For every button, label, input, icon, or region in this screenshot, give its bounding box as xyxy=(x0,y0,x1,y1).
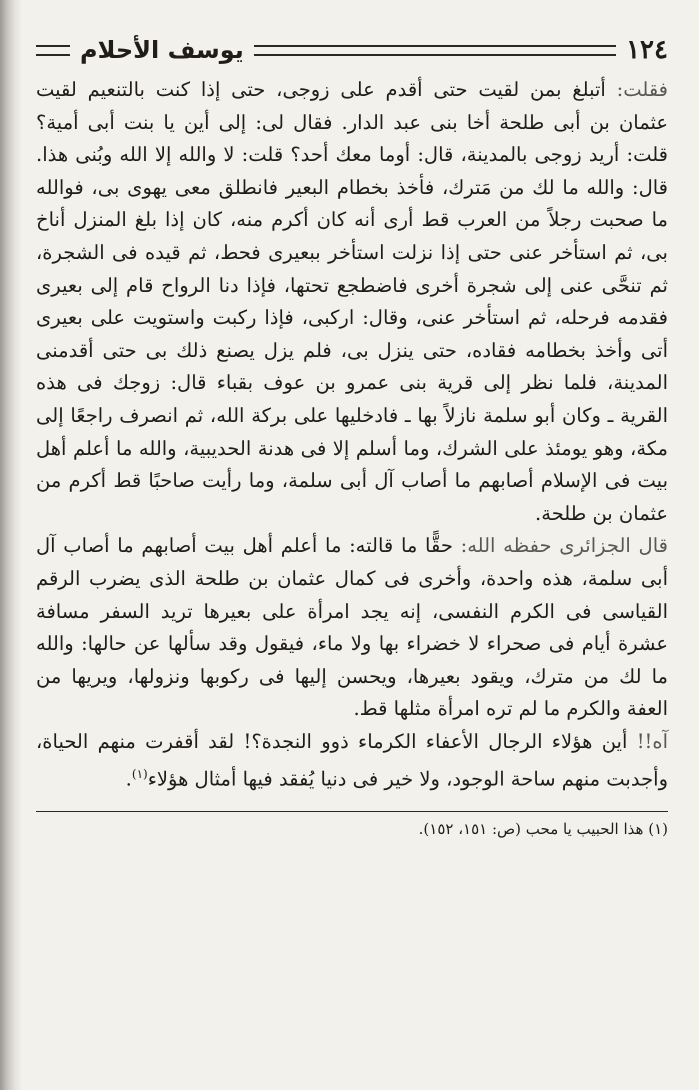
paragraph-lead: فقلت: xyxy=(616,78,668,101)
header-rule-left xyxy=(36,45,70,56)
paragraph xyxy=(36,74,668,530)
header-rule-right xyxy=(556,45,616,56)
paragraph-lead: آه!! xyxy=(636,729,669,753)
body-text xyxy=(36,74,668,797)
page-spine-shadow xyxy=(0,0,22,1090)
book-page xyxy=(36,32,668,1062)
page-number: ١٢٤ xyxy=(626,35,668,65)
running-header xyxy=(36,32,668,68)
paragraph-text: أين هؤلاء الرجال الأعفاء الكرماء ذوو النجدة؟! لقد أقفرت منهم الحياة، وأجدبت منهم ساحة الوجود، ولا خير فى دنيا يُفقد فيها أمثال هؤلاء xyxy=(36,729,668,791)
paragraph xyxy=(36,530,668,726)
paragraph-lead: قال الجزائرى حفظه الله: xyxy=(460,534,668,558)
paragraph-text: أتبلغ بمن لقيت حتى أقدم على زوجى، حتى إذا كنت بالتنعيم لقيت عثمان بن أبى طلحة أخا بنى عبد الدار. فقال لى: إلى أين يا بنت أبى أمية؟ قلت: أريد زوجى بالمدينة، قال: أوما معك أحد؟ قلت: لا والله إلا الله وبُنى هذا. قال: والله ما لك من مَترك، فأخذ بخطام البعير فانطلق معى يهوى بى، فوالله ما صحبت رجلاً من العرب قط أرى أنه كان أكرم منه، كان إذا بلغ المنزل أناخ بى، ثم استأخر عنى حتى إذا نزلت استأخر ببعيرى فحط، ثم قيده فى الشجرة، ثم تنحَّى عنى إلى شجرة أخرى فاضطجع تحتها، فإذا دنا الرواح قام إلى بعيرى فقدمه فرحله، ثم استأخر عنى، وقال: اركبى، فإذا ركبت واستويت على بعيرى أتى وأخذ بخطامه فقاده، حتى ينزل بى، فلم يزل يصنع ذلك بى حتى أقدمنى المدينة، فلما نظر إلى قرية بنى عمرو بن عوف بقباء قال: زوجك فى هذه القرية ـ وكان أبو سلمة نازلاً بها ـ فادخليها على بركة الله، ثم انصرف راجعًا إلى مكة، وهو يومئذ على الشرك، وما أسلم إلا فى هدنة الحديبية، والله ما أعلم أهل بيت فى الإسلام أصابهم ما أصاب آل أبى سلمة، وما رأيت صاحبًا قط أكرم من عثمان بن طلحة. xyxy=(36,78,668,525)
header-rule-middle xyxy=(254,45,556,56)
paragraph: آه!! أين هؤلاء الرجال الأعفاء الكرماء ذوو النجدة؟! لقد أقفرت منهم الحياة، وأجدبت منهم ساحة الوجود، ولا خير فى دنيا يُفقد فيها أمثال هؤلاء$^{(١)}$. xyxy=(36,729,669,791)
book-title: يوسف الأحلام xyxy=(80,36,244,64)
paragraph-text: حقًّا ما قالته: ما أعلم أهل بيت أصابهم ما أصاب آل أبى سلمة، هذه واحدة، وأخرى فى كمال عثمان بن طلحة الذى يضرب الرقم القياسى فى الكرم النفسى، إنه يجد امرأة على بعيرها تريد السفر مسافة عشرة أيام فى صحراء لا خضراء بها ولا ماء، فيقول وقد سألها عن حالها: والله ما لك من مترك، ويقود بعيرها، ويحسن إليها فى ركوبها ونزولها، ويريها من العفة والكرم ما لم تره امرأة مثلها قط. xyxy=(36,534,668,721)
footnote-divider xyxy=(36,811,668,812)
footnote-ref: (١) xyxy=(131,767,148,782)
footnote: (١) هذا الحبيب يا محب (ص: ١٥١، ١٥٢). xyxy=(418,819,668,838)
